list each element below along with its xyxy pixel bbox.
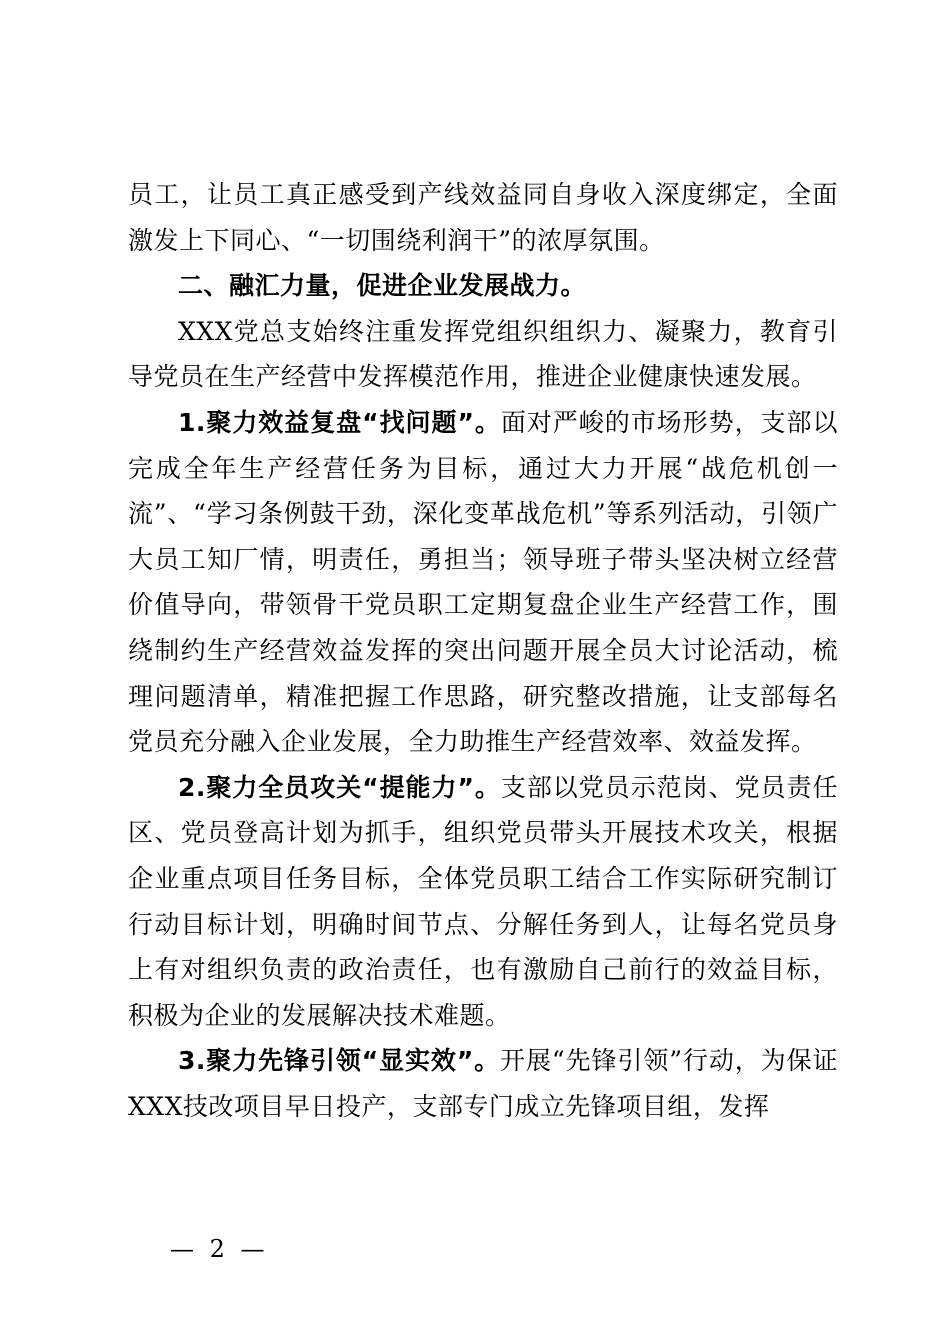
page-number: — 2 — (170, 1235, 269, 1263)
item-3 (128, 1038, 838, 1129)
item-2-title: 2.聚力全员攻关“提能力”。 (178, 772, 501, 802)
item-2 (128, 765, 838, 1039)
item-1-title: 1.聚力效益复盘“找问题”。 (178, 407, 501, 437)
item-3-body: 开展“先锋引领”行动，为保证XXX技改项目早日投产，支部专门成立先锋项目组，发挥 (128, 1046, 838, 1121)
body-text (128, 172, 838, 1129)
section-heading: 二、融汇力量，促进企业发展战力。 (178, 271, 587, 301)
section-intro: XXX党总支始终注重发挥党组织组织力、凝聚力，教育引导党员在生产经营中发挥模范作用，推进企业健康快速发展。 (128, 316, 838, 392)
item-1-body: 面对严峻的市场形势，支部以完成全年生产经营任务为目标，通过大力开展“战危机创一流”、“学习条例鼓干劲，深化变革战危机”等系列活动，引领广大员工知厂情，明责任，勇担当；领导班子带头坚决树立经营价值导向，带领骨干党员职工定期复盘企业生产经营工作，围绕制约生产经营效益发挥的突出问题开展全员大讨论活动，梳理问题清单，精准把握工作思路，研究整改措施，让支部每名党员充分融入企业发展，全力助推生产经营效率、效益发挥。 (128, 407, 838, 757)
item-3-title: 3.聚力先锋引领“显实效”。 (178, 1046, 501, 1076)
item-2-body: 支部以党员示范岗、党员责任区、党员登高计划为抓手，组织党员带头开展技术攻关，根据企业重点项目任务目标，全体党员职工结合工作实际研究制订行动目标计划，明确时间节点、分解任务到人，让每名党员身上有对组织负责的政治责任，也有激励自己前行的效益目标，积极为企业的发展解决技术难题。 (128, 772, 838, 1030)
item-1 (128, 400, 838, 765)
paragraph-continuation: 员工，让员工真正感受到产线效益同自身收入深度绑定，全面激发上下同心、“一切围绕利润干”的浓厚氛围。 (128, 180, 838, 255)
